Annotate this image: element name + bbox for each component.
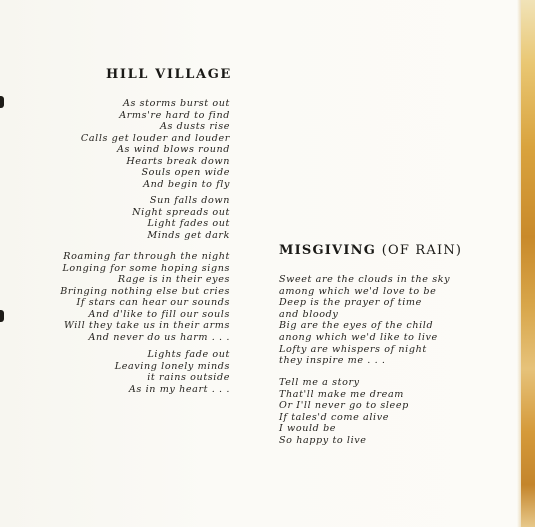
poem-line: As in my heart . . . [128,383,230,395]
poem-line: And never do us harm . . . [88,331,230,343]
poem-line: Roaming far through the night [63,251,230,262]
poem-line: and bloody [279,308,339,320]
poem-line: they inspire me . . . [279,355,386,367]
poem-title-misgiving [279,243,462,259]
binding-hole-bottom [0,310,4,322]
poem-line: Leaving lonely minds [114,360,230,372]
poem-line: Deep is the prayer of time [279,297,422,309]
poem-line: So happy to live [279,434,367,446]
poem-line: Bringing nothing else but cries [60,285,230,297]
poem-line: That'll make me dream [279,388,404,400]
poem-line: As dusts rise [159,121,230,133]
page-edge-gold [521,0,535,527]
poem-line: I would be [279,423,337,435]
poem-line: Minds get dark [147,229,230,241]
poem-line: Sweet are the clouds in the sky [279,274,451,285]
poem-title-main: MISGIVING [279,243,376,258]
binding-hole-top [0,96,4,108]
poem-line: anong which we'd like to live [279,331,438,343]
poem-line: Night spreads out [132,206,230,218]
poem-line: Hearts break down [126,155,230,167]
poem-line: As storms burst out [122,98,230,109]
poem-line: Rage is in their eyes [117,274,230,286]
poem-line: And d'like to fill our souls [88,308,230,320]
poem-line: Will they take us in their arms [63,320,230,332]
poem-title-subtitle: (OF RAIN) [381,243,463,258]
poem-line: If stars can hear our sounds [76,297,230,309]
poem-line: Sun falls down [149,195,230,206]
poem-line: it rains outside [147,372,230,384]
poem-title-hill-village: HILL VILLAGE [106,67,232,82]
poem-line: Light fades out [147,218,230,230]
poem-line: Lofty are whispers of night [279,343,427,355]
poem-line: Or I'll never go to sleep [279,400,409,412]
poem-line: And begin to fly [143,178,230,190]
poem-line: Lights fade out [147,349,230,360]
poem-line: Calls get louder and louder [80,132,230,144]
hill-village-stanza-1 [81,98,230,190]
poem-line: among which we'd love to be [279,285,437,297]
poem-line: Tell me a story [279,377,360,388]
poem-line: If tales'd come alive [279,411,389,423]
poem-line: As wind blows round [117,144,230,156]
hill-village-stanza-4 [115,349,230,395]
poem-line: Big are the eyes of the child [279,320,434,332]
poem-line: Arms're hard to find [119,109,230,121]
misgiving-stanza-1 [279,274,450,367]
hill-village-stanza-2 [132,195,230,241]
misgiving-stanza-2 [279,377,409,447]
hill-village-stanza-3 [60,251,230,343]
poem-line: Longing for some hoping signs [62,262,230,274]
poem-line: Souls open wide [141,167,230,179]
